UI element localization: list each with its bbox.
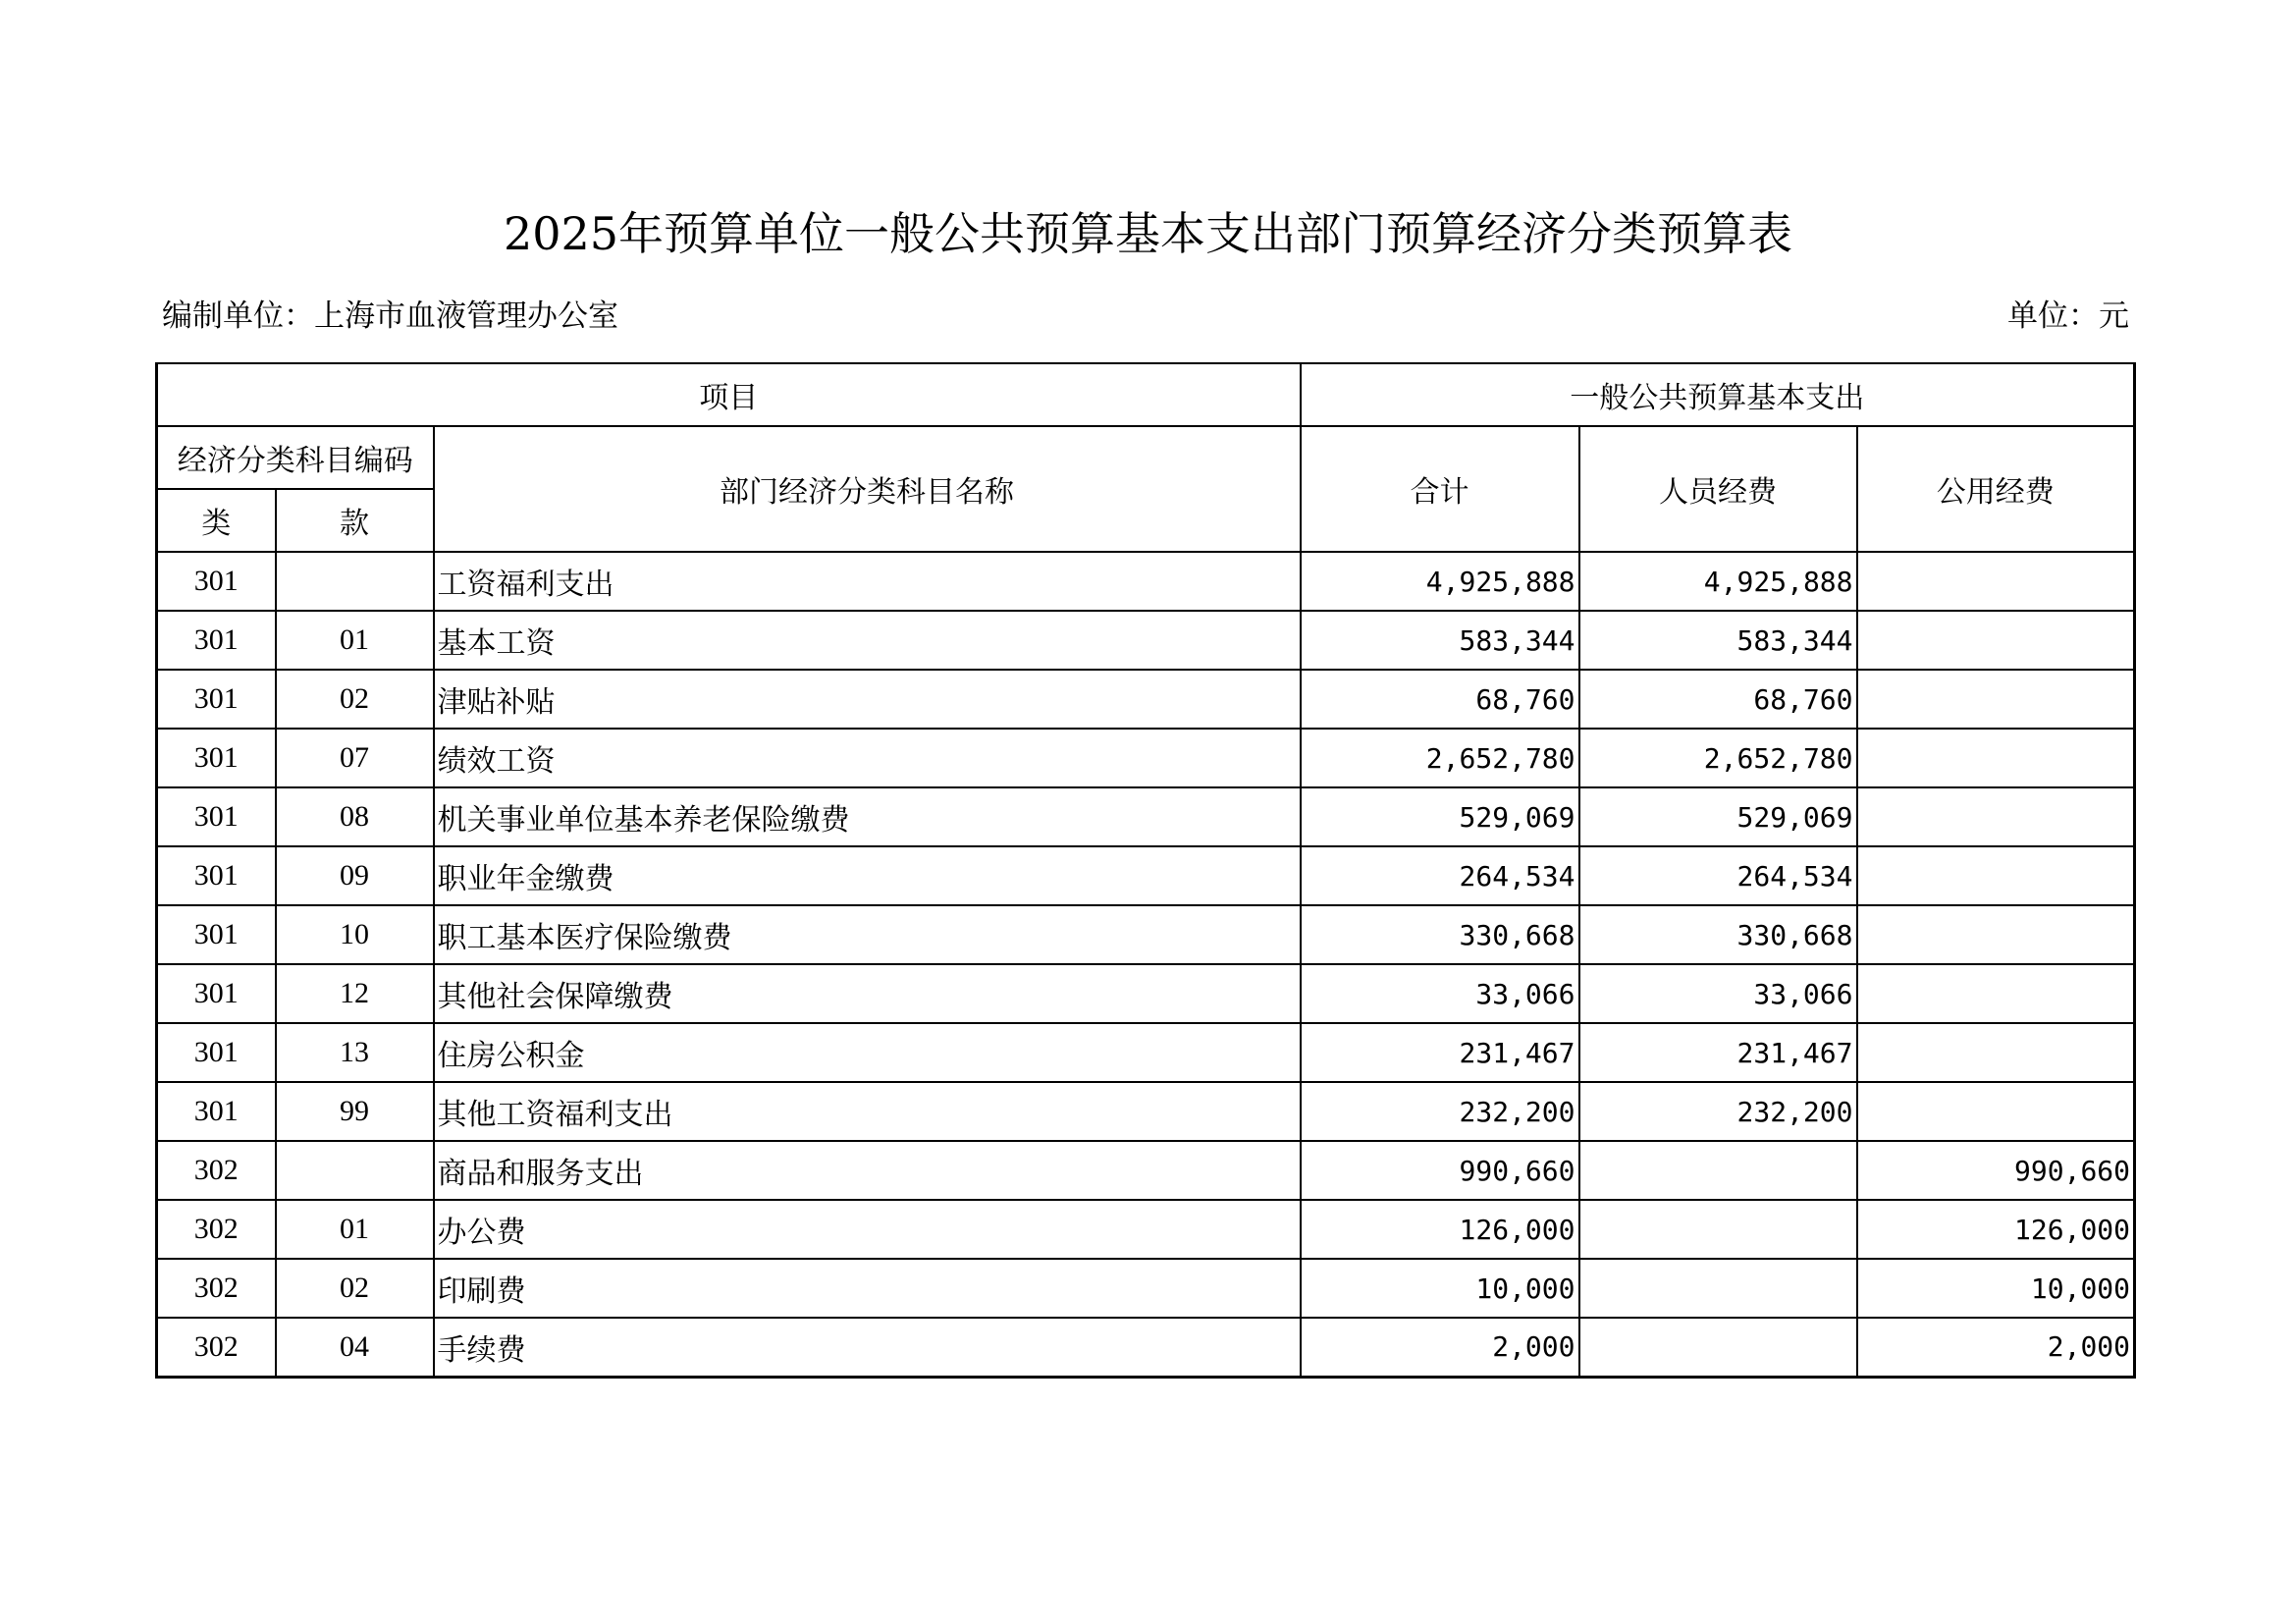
cell-total: 33,066	[1301, 964, 1579, 1023]
cell-personnel: 4,925,888	[1579, 552, 1857, 611]
cell-public	[1857, 552, 2135, 611]
cell-item-code	[276, 552, 434, 611]
cell-item-code: 08	[276, 787, 434, 846]
page-title: 2025年预算单位一般公共预算基本支出部门预算经济分类预算表	[503, 207, 1793, 260]
header-code-group: 经济分类科目编码	[157, 426, 434, 489]
budget-table	[155, 362, 2136, 1379]
cell-public	[1857, 1023, 2135, 1082]
table-row	[157, 905, 2135, 964]
cell-personnel: 330,668	[1579, 905, 1857, 964]
cell-public	[1857, 611, 2135, 670]
cell-personnel: 33,066	[1579, 964, 1857, 1023]
header-personnel: 人员经费	[1579, 426, 1857, 552]
cell-item-name: 职工基本医疗保险缴费	[434, 905, 1301, 964]
cell-class-code: 301	[157, 905, 276, 964]
cell-item-name: 基本工资	[434, 611, 1301, 670]
header-general-budget: 一般公共预算基本支出	[1301, 363, 2135, 426]
cell-class-code: 301	[157, 846, 276, 905]
cell-personnel: 529,069	[1579, 787, 1857, 846]
cell-total: 2,000	[1301, 1318, 1579, 1377]
cell-class-code: 301	[157, 787, 276, 846]
table-row	[157, 846, 2135, 905]
cell-item-name: 其他工资福利支出	[434, 1082, 1301, 1141]
cell-personnel	[1579, 1141, 1857, 1200]
cell-item-name: 工资福利支出	[434, 552, 1301, 611]
cell-public: 2,000	[1857, 1318, 2135, 1377]
cell-personnel: 231,467	[1579, 1023, 1857, 1082]
header-item-name: 部门经济分类科目名称	[434, 426, 1301, 552]
cell-public	[1857, 729, 2135, 787]
cell-total: 231,467	[1301, 1023, 1579, 1082]
table-row	[157, 1141, 2135, 1200]
cell-total: 330,668	[1301, 905, 1579, 964]
cell-class-code: 301	[157, 670, 276, 729]
cell-total: 990,660	[1301, 1141, 1579, 1200]
cell-item-code: 12	[276, 964, 434, 1023]
header-kuan: 款	[276, 489, 434, 552]
cell-item-code	[276, 1141, 434, 1200]
cell-public: 990,660	[1857, 1141, 2135, 1200]
compiling-unit: 编制单位：上海市血液管理办公室	[162, 298, 618, 334]
header-public: 公用经费	[1857, 426, 2135, 552]
cell-class-code: 301	[157, 729, 276, 787]
table-row	[157, 1318, 2135, 1377]
table-row	[157, 787, 2135, 846]
table-row	[157, 670, 2135, 729]
table-row	[157, 964, 2135, 1023]
cell-total: 68,760	[1301, 670, 1579, 729]
cell-personnel	[1579, 1318, 1857, 1377]
cell-item-name: 津贴补贴	[434, 670, 1301, 729]
cell-personnel: 583,344	[1579, 611, 1857, 670]
cell-item-code: 07	[276, 729, 434, 787]
table-row	[157, 611, 2135, 670]
cell-total: 232,200	[1301, 1082, 1579, 1141]
cell-item-code: 01	[276, 611, 434, 670]
cell-public: 126,000	[1857, 1200, 2135, 1259]
cell-total: 4,925,888	[1301, 552, 1579, 611]
cell-total: 10,000	[1301, 1259, 1579, 1318]
cell-total: 2,652,780	[1301, 729, 1579, 787]
header-lei: 类	[157, 489, 276, 552]
cell-item-code: 02	[276, 1259, 434, 1318]
cell-public	[1857, 787, 2135, 846]
cell-personnel: 2,652,780	[1579, 729, 1857, 787]
cell-item-name: 印刷费	[434, 1259, 1301, 1318]
cell-public	[1857, 846, 2135, 905]
header-project: 项目	[157, 363, 1301, 426]
cell-class-code: 301	[157, 964, 276, 1023]
cell-personnel	[1579, 1259, 1857, 1318]
cell-class-code: 301	[157, 552, 276, 611]
cell-item-code: 04	[276, 1318, 434, 1377]
table-row	[157, 1023, 2135, 1082]
cell-personnel: 68,760	[1579, 670, 1857, 729]
cell-class-code: 302	[157, 1318, 276, 1377]
cell-class-code: 301	[157, 1023, 276, 1082]
cell-item-name: 绩效工资	[434, 729, 1301, 787]
cell-item-code: 13	[276, 1023, 434, 1082]
cell-public	[1857, 670, 2135, 729]
currency-unit: 单位：元	[2007, 298, 2129, 334]
cell-item-name: 其他社会保障缴费	[434, 964, 1301, 1023]
cell-class-code: 301	[157, 1082, 276, 1141]
cell-item-name: 职业年金缴费	[434, 846, 1301, 905]
cell-class-code: 302	[157, 1259, 276, 1318]
cell-class-code: 302	[157, 1200, 276, 1259]
cell-total: 264,534	[1301, 846, 1579, 905]
cell-item-name: 住房公积金	[434, 1023, 1301, 1082]
cell-personnel	[1579, 1200, 1857, 1259]
cell-item-code: 09	[276, 846, 434, 905]
cell-item-code: 02	[276, 670, 434, 729]
cell-class-code: 301	[157, 611, 276, 670]
cell-item-name: 商品和服务支出	[434, 1141, 1301, 1200]
table-row	[157, 1082, 2135, 1141]
cell-item-name: 机关事业单位基本养老保险缴费	[434, 787, 1301, 846]
cell-total: 529,069	[1301, 787, 1579, 846]
cell-public	[1857, 1082, 2135, 1141]
cell-item-code: 10	[276, 905, 434, 964]
cell-public: 10,000	[1857, 1259, 2135, 1318]
cell-total: 126,000	[1301, 1200, 1579, 1259]
table-row	[157, 729, 2135, 787]
cell-item-code: 01	[276, 1200, 434, 1259]
table-row	[157, 1200, 2135, 1259]
header-total: 合计	[1301, 426, 1579, 552]
table-row	[157, 1259, 2135, 1318]
cell-class-code: 302	[157, 1141, 276, 1200]
cell-personnel: 264,534	[1579, 846, 1857, 905]
cell-total: 583,344	[1301, 611, 1579, 670]
table-row	[157, 552, 2135, 611]
cell-item-name: 手续费	[434, 1318, 1301, 1377]
cell-item-name: 办公费	[434, 1200, 1301, 1259]
cell-public	[1857, 964, 2135, 1023]
table-body	[157, 552, 2135, 1377]
cell-item-code: 99	[276, 1082, 434, 1141]
cell-public	[1857, 905, 2135, 964]
cell-personnel: 232,200	[1579, 1082, 1857, 1141]
